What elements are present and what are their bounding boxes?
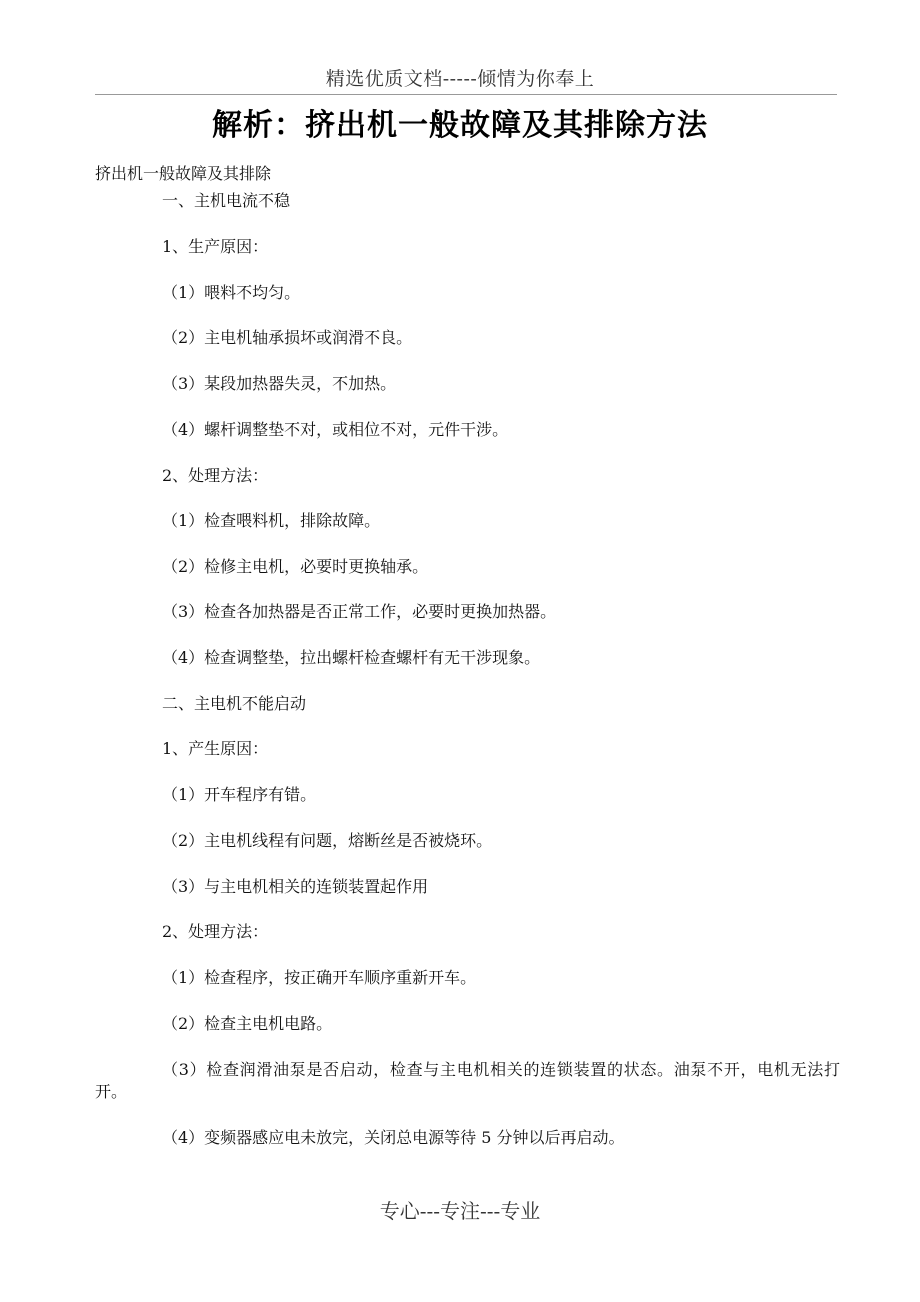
section-heading: 一、主机电流不稳 xyxy=(162,191,291,210)
list-item: （2）检修主电机，必要时更换轴承。 xyxy=(162,557,429,576)
cause-label: 1、产生原因： xyxy=(162,739,269,758)
list-item-wrapped: （3）检查润滑油泵是否启动，检查与主电机相关的连锁装置的状态。油泵不开，电机无法打开。 xyxy=(95,1060,840,1101)
list-item: （2）检查主电机电路。 xyxy=(162,1014,333,1033)
list-item: （4）螺杆调整垫不对，或相位不对，元件干涉。 xyxy=(162,420,509,439)
list-item: （3）某段加热器失灵，不加热。 xyxy=(162,374,397,393)
list-item: （1）开车程序有错。 xyxy=(162,785,317,804)
list-item: （4）变频器感应电未放完，关闭总电源等待 5 分钟以后再启动。 xyxy=(162,1128,625,1147)
list-item: （1）检查程序，按正确开车顺序重新开车。 xyxy=(162,968,477,987)
list-item: （3）与主电机相关的连锁装置起作用 xyxy=(162,877,429,896)
document-title: 解析：挤出机一般故障及其排除方法 xyxy=(212,108,708,143)
fix-label: 2、处理方法： xyxy=(162,466,269,485)
list-item: （1）喂料不均匀。 xyxy=(162,283,301,302)
list-item: （2）主电机线程有问题，熔断丝是否被烧环。 xyxy=(162,831,493,850)
fix-label: 2、处理方法： xyxy=(162,922,269,941)
cause-label: 1、生产原因： xyxy=(162,237,269,256)
section-heading: 二、主电机不能启动 xyxy=(162,694,307,713)
page-header: 精选优质文档-----倾情为你奉上 xyxy=(325,68,595,90)
page-footer: 专心---专注---专业 xyxy=(379,1199,541,1223)
header-divider xyxy=(95,94,837,95)
list-item: （2）主电机轴承损坏或润滑不良。 xyxy=(162,328,413,347)
list-item: （4）检查调整垫，拉出螺杆检查螺杆有无干涉现象。 xyxy=(162,648,541,667)
list-item: （3）检查各加热器是否正常工作，必要时更换加热器。 xyxy=(162,602,557,621)
intro-line: 挤出机一般故障及其排除 xyxy=(95,164,272,183)
list-item: （1）检查喂料机，排除故障。 xyxy=(162,511,381,530)
